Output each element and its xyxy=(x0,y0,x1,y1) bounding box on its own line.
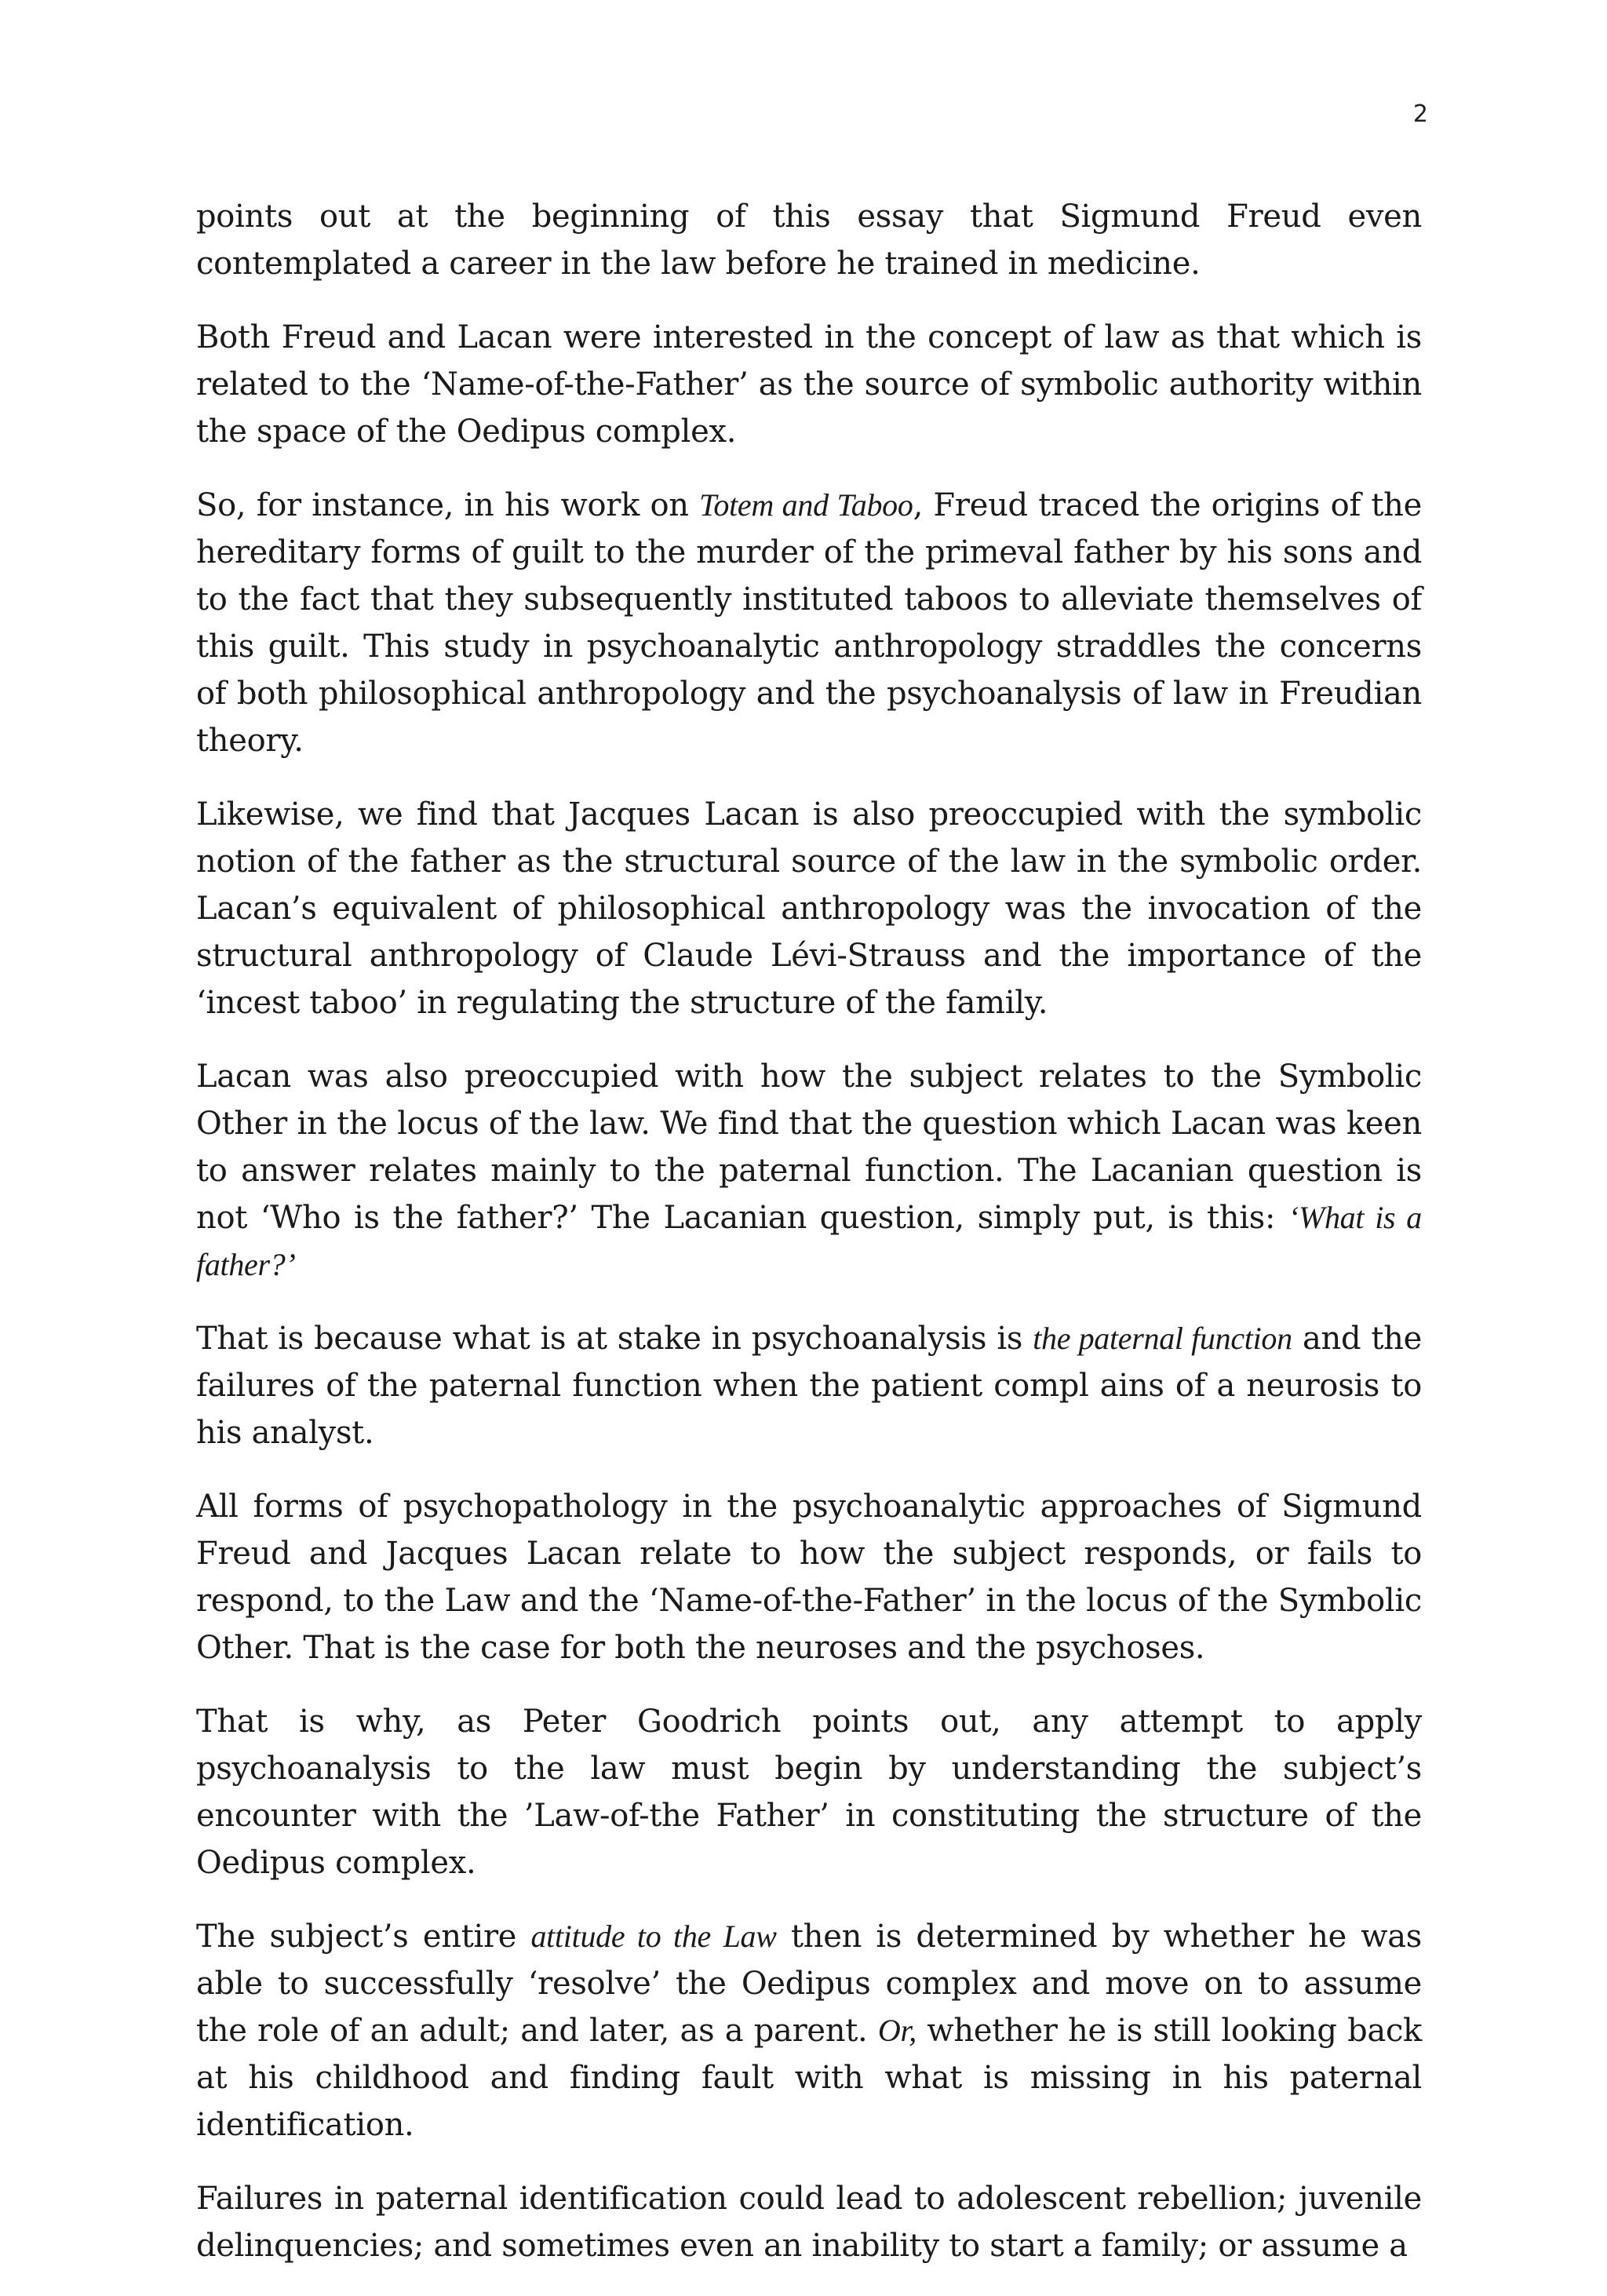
text-segment: then is determined by whether he was able to successfully ‘resolve’ the Oedipus complex and move on to assume the role of an adult; and later, as a parent. xyxy=(196,1919,1422,2049)
emphasis-or: Or, xyxy=(877,2013,916,2048)
text-segment: , Freud traced the origins of the hereditary forms of guilt to the murder of the primeval father by his sons and to the fact that they subsequently instituted taboos to alleviate themselves of this guilt. This study in psychoanalytic anthropology straddles the concerns of both philosophical anthropology and the psychoanalysis of law in Freudian theory. xyxy=(196,487,1422,759)
paragraph-4 xyxy=(196,791,1422,1026)
page-number: 2 xyxy=(1412,100,1428,128)
text-segment: Lacan was also preoccupied with how the subject relates to the Symbolic Other in the locus of the law. We find that the question which Lacan was keen to answer relates mainly to the paternal function. The Lacanian question is not ‘Who is the father?’ The Lacanian question, simply put, is this: xyxy=(196,1059,1422,1236)
text-segment: whether he is still looking back at his childhood and finding fault with what is missing in his paternal identification. xyxy=(196,2013,1422,2143)
book-title-totem-and-taboo: Totem and Taboo xyxy=(699,487,913,523)
text-segment: points out at the beginning of this essay that Sigmund Freud even contemplated a career in the law before he trained in medicine. xyxy=(196,199,1422,282)
text-segment: So, for instance, in his work on xyxy=(196,487,700,523)
emphasis-attitude-to-the-law: attitude to the Law xyxy=(530,1919,777,1954)
text-segment: That is why, as Peter Goodrich points out, any attempt to apply psychoanalysis to the law must begin by understanding the subject’s encounter with the ’Law-of-the Father’ in constituting the structure of the Oedipus complex. xyxy=(196,1704,1422,1881)
text-segment: Likewise, we find that Jacques Lacan is also preoccupied with the symbolic notion of the father as the structural source of the law in the symbolic order. Lacan’s equivalent of philosophical anthropology was the invocation of the structural anthropology of Claude Lévi-Strauss and the importance of the ‘incest taboo’ in regulating the structure of the family. xyxy=(196,796,1422,1021)
paragraph-10 xyxy=(196,2175,1422,2269)
text-segment: All forms of psychopathology in the psychoanalytic approaches of Sigmund Freud and Jacques Lacan relate to how the subject responds, or fails to respond, to the Law and the ‘Name-of-the-Father’ in the locus of the Symbolic Other. That is the case for both the neuroses and the psychoses. xyxy=(196,1489,1422,1666)
text-segment: Failures in paternal identification could lead to adolescent rebellion; juvenile delinquencies; and sometimes even an inability to start a family; or assume a xyxy=(196,2181,1422,2264)
paragraph-3 xyxy=(196,482,1422,764)
paragraph-9 xyxy=(196,1913,1422,2148)
paragraph-8 xyxy=(196,1698,1422,1886)
text-segment: Both Freud and Lacan were interested in the concept of law as that which is related to the ‘Name-of-the-Father’ as the source of symbolic authority within the space of the Oedipus complex. xyxy=(196,319,1422,450)
paragraph-6 xyxy=(196,1315,1422,1456)
paragraph-5 xyxy=(196,1053,1422,1288)
emphasis-what-is-a-father: ‘What is a father?’ xyxy=(196,1200,1423,1282)
text-segment: The subject’s entire xyxy=(196,1919,531,1955)
paragraph-1 xyxy=(196,193,1422,287)
paragraph-2 xyxy=(196,314,1422,455)
emphasis-paternal-function: the paternal function xyxy=(1033,1321,1292,1356)
paragraph-7 xyxy=(196,1483,1422,1671)
document-body xyxy=(196,193,1422,2296)
text-segment: and the failures of the paternal function when the patient compl ains of a neurosis to his analyst. xyxy=(196,1321,1422,1451)
text-segment: That is because what is at stake in psychoanalysis is xyxy=(196,1321,1033,1357)
